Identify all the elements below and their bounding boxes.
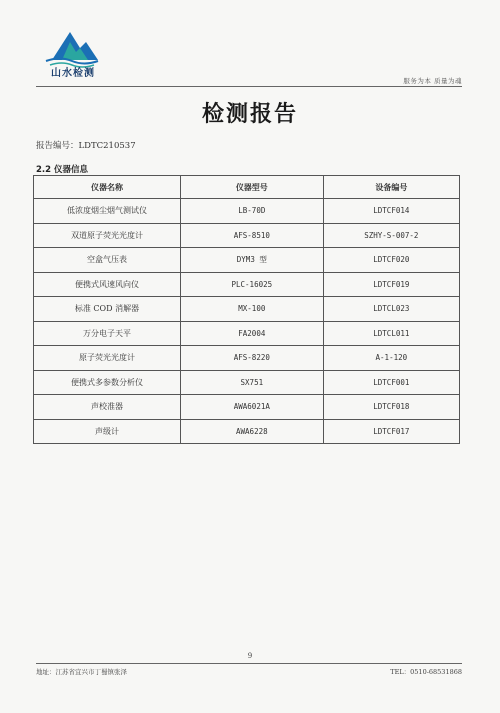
report-number	[36, 139, 136, 151]
instrument-name: 万分电子天平	[34, 321, 181, 346]
instrument-name: 便携式风速风向仪	[34, 272, 181, 297]
column-header-model: 仪器型号	[180, 176, 323, 199]
table-row	[34, 297, 460, 322]
table-header-row	[34, 176, 460, 199]
instrument-model: LB-70D	[180, 199, 323, 224]
equipment-number: A-1-120	[323, 346, 459, 371]
instrument-name: 低浓度烟尘烟气测试仪	[34, 199, 181, 224]
instrument-model: AWA6228	[180, 419, 323, 444]
mountain-water-logo-icon	[40, 28, 104, 68]
instrument-name: 空盒气压表	[34, 248, 181, 273]
table-row	[34, 370, 460, 395]
table-row	[34, 223, 460, 248]
page-title: 检测报告	[201, 101, 298, 127]
report-number-label: 报告编号：	[36, 141, 79, 151]
header-divider	[36, 86, 462, 87]
table-row	[34, 321, 460, 346]
instrument-name: 原子荧光光度计	[34, 346, 181, 371]
instrument-name: 便携式多参数分析仪	[34, 370, 181, 395]
equipment-number: LDTCL011	[323, 321, 459, 346]
instrument-model: PLC-16025	[180, 272, 323, 297]
instrument-name: 双道原子荧光光度计	[34, 223, 181, 248]
instrument-table	[33, 175, 460, 444]
footer-divider	[36, 663, 462, 664]
table-row	[34, 346, 460, 371]
column-header-equipment-no: 设备编号	[323, 176, 459, 199]
instrument-model: MX-100	[180, 297, 323, 322]
logo-text: 山水检测	[51, 68, 95, 79]
instrument-name: 声级计	[34, 419, 181, 444]
equipment-number: LDTCF019	[323, 272, 459, 297]
equipment-number: LDTCF020	[323, 248, 459, 273]
instrument-model: FA2004	[180, 321, 323, 346]
equipment-number: LDTCF014	[323, 199, 459, 224]
equipment-number: LDTCL023	[323, 297, 459, 322]
footer-telephone: TEL：0510-68531868	[390, 668, 462, 676]
page-number: 9	[247, 652, 253, 660]
table-row	[34, 419, 460, 444]
instrument-model: SX751	[180, 370, 323, 395]
instrument-name: 标准 COD 消解器	[34, 297, 181, 322]
equipment-number: LDTCF001	[323, 370, 459, 395]
table-row	[34, 272, 460, 297]
instrument-model: AFS-8510	[180, 223, 323, 248]
equipment-number: LDTCF017	[323, 419, 459, 444]
footer-address: 地址：江苏省宜兴市丁蜀镇张泽	[36, 668, 127, 676]
table-row	[34, 395, 460, 420]
header-slogan: 服务为本 质量为魂	[403, 77, 462, 85]
table-row	[34, 199, 460, 224]
section-heading: 2.2 仪器信息	[36, 165, 89, 175]
table-row	[34, 248, 460, 273]
equipment-number: LDTCF018	[323, 395, 459, 420]
column-header-name: 仪器名称	[34, 176, 181, 199]
instrument-model: DYM3 型	[180, 248, 323, 273]
instrument-model: AFS-8220	[180, 346, 323, 371]
equipment-number: SZHY-S-007-2	[323, 223, 459, 248]
instrument-model: AWA6021A	[180, 395, 323, 420]
report-number-value: LDTC210537	[78, 141, 136, 151]
instrument-name: 声校准器	[34, 395, 181, 420]
